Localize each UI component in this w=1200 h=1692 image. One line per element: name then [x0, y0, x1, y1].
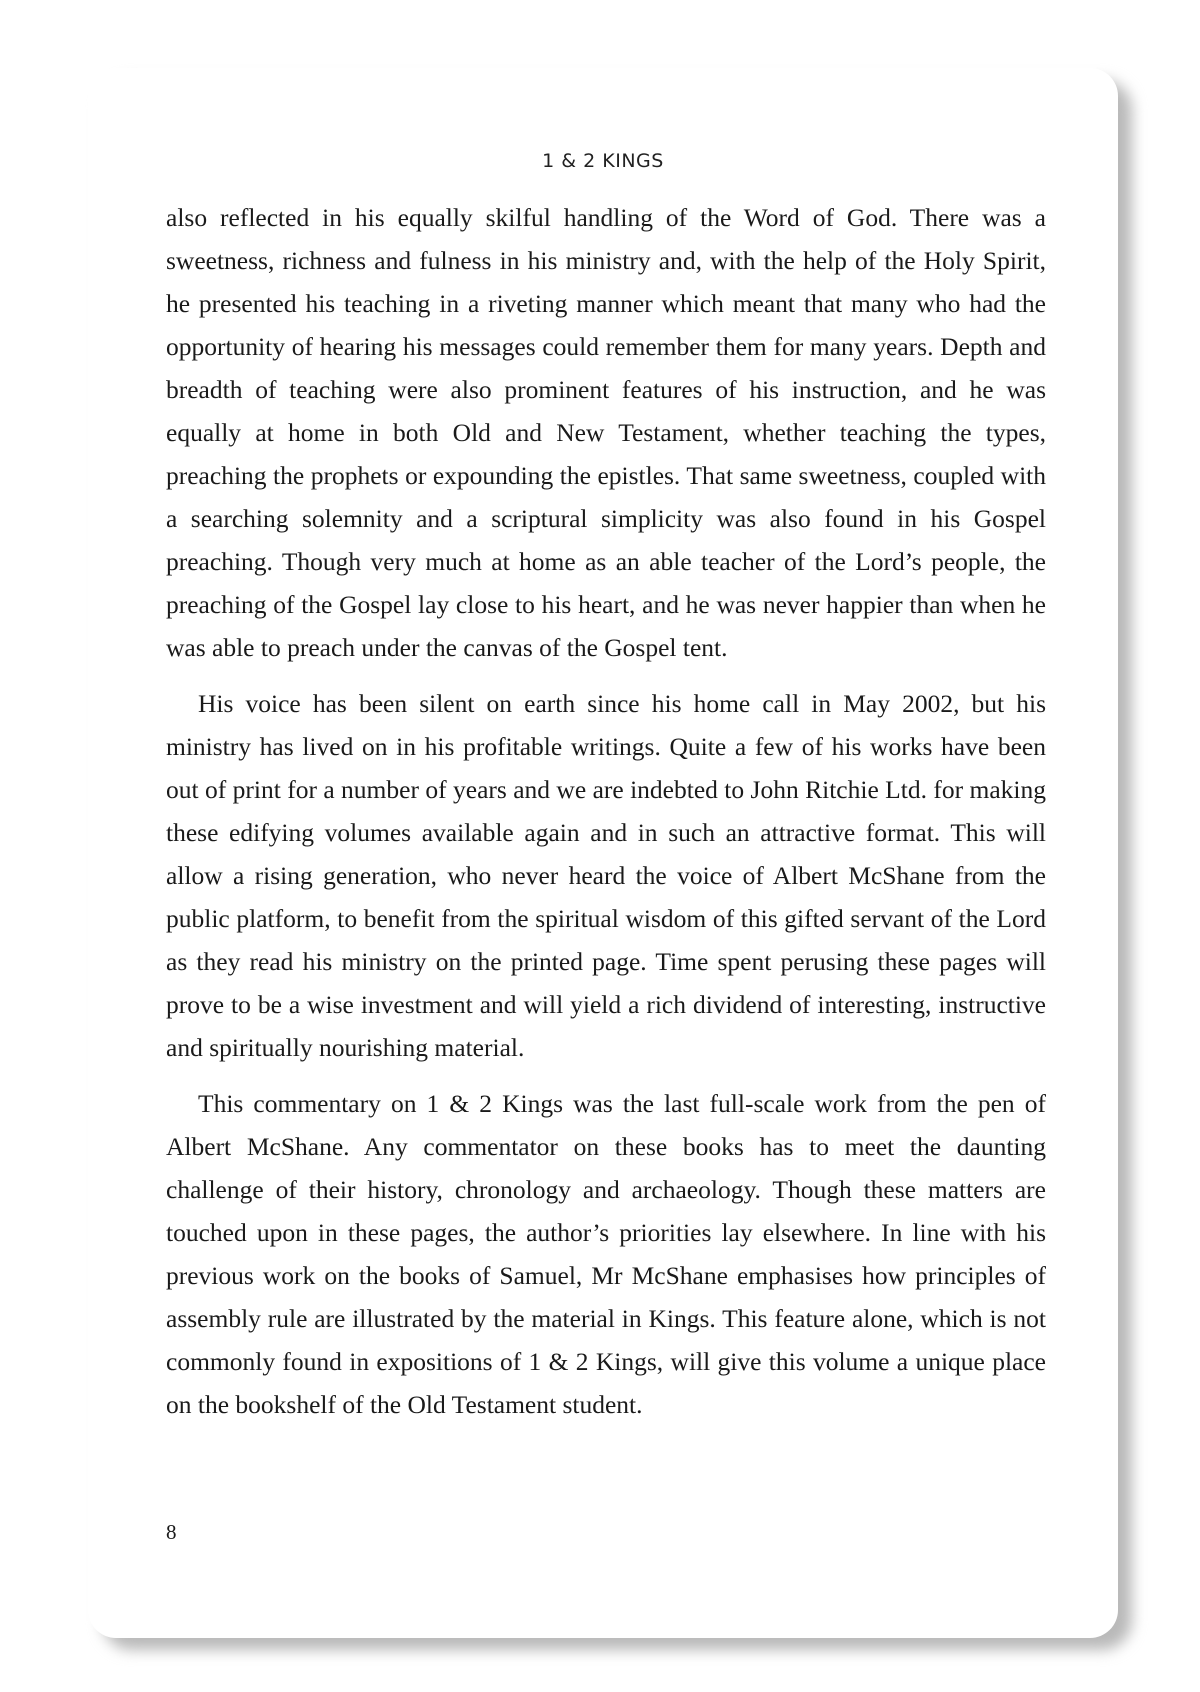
paragraph-1: also reflected in his equally skilful handling of the Word of God. There was a sweetness, richness and fulness in his ministry and, with the help of the Holy Spirit, he presented his teaching in a riveting manner which meant that many who had the opportunity of hearing his messages could remember them for many years. Depth and breadth of teaching were also prominent features of his instruction, and he was equally at home in both Old and New Testament, whether teaching the types, preaching the prophets or expounding the epistles. That same sweetness, coupled with a searching solemnity and a scriptural simplicity was also found in his Gospel preaching. Though very much at home as an able teacher of the Lord’s people, the preaching of the Gospel lay close to his heart, and he was never happier than when he was able to preach under the canvas of the Gospel tent.	[166, 203, 1046, 662]
paragraph-3: This commentary on 1 & 2 Kings was the last full-scale work from the pen of Albert McShane. Any commentator on these books has to meet the daunting challenge of their history, chronology and archaeology. Though these matters are touched upon in these pages, the author’s priorities lay elsewhere. In line with his previous work on the books of Samuel, Mr McShane emphasises how principles of assembly rule are illustrated by the material in Kings. This feature alone, which is not commonly found in expositions of 1 & 2 Kings, will give this volume a unique place on the bookshelf of the Old Testament student.	[166, 1089, 1046, 1419]
paragraph-2: His voice has been silent on earth since his home call in May 2002, but his ministry has lived on in his profitable writings. Quite a few of his works have been out of print for a number of years and we are indebted to John Ritchie Ltd. for making these edifying volumes available again and in such an attractive format. This will allow a rising generation, who never heard the voice of Albert McShane from the public platform, to benefit from the spiritual wisdom of this gifted servant of the Lord as they read his ministry on the printed page. Time spent perusing these pages will prove to be a wise investment and will yield a rich dividend of interesting, instructive and spiritually nourishing material.	[166, 689, 1046, 1062]
page-number: 8	[166, 1520, 177, 1544]
book-page	[88, 68, 1118, 1638]
running-head: 1 & 2 KINGS	[542, 150, 664, 172]
body-text	[166, 196, 1046, 1439]
